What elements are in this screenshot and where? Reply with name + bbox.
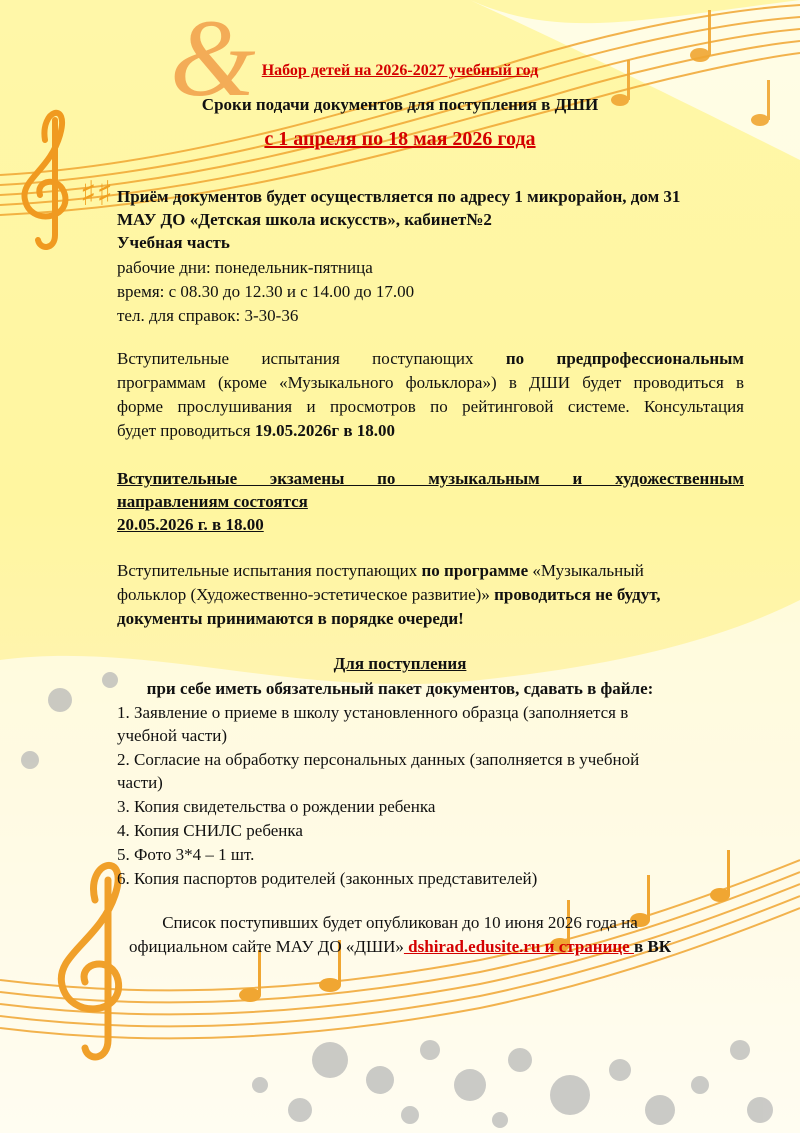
doc-item-2-line-2: части)	[117, 773, 163, 792]
exams-line-1: Вступительные экзамены по музыкальным и художественным	[117, 469, 744, 488]
footer-line-1: Список поступивших будет опубликован до 10 июня 2026 года на	[162, 913, 638, 932]
preprof-line-1: Вступительные испытания поступающих по предпрофессиональным	[117, 349, 744, 368]
ampersand-icon: &	[170, 0, 256, 119]
doc-item-1-line-2: учебной части)	[117, 726, 228, 745]
submission-dates: с 1 апреля по 18 мая 2026 года	[264, 128, 536, 150]
doc-item-1-line-1: 1. Заявление о приеме в школу установленного образца (заполняется в	[117, 703, 629, 722]
doc-item-3: 3. Копия свидетельства о рождении ребенка	[117, 797, 436, 816]
preprof-line-4: будет проводиться 19.05.2026г в 18.00	[117, 421, 396, 440]
address-line-2: МАУ ДО «Детская школа искусств», кабинет№2	[117, 210, 492, 229]
doc-item-5: 5. Фото 3*4 – 1 шт.	[117, 845, 255, 864]
doc-item-4: 4. Копия СНИЛС ребенка	[117, 821, 303, 840]
page-title: Набор детей на 2026-2027 учебный год	[261, 62, 539, 79]
documents-heading: Для поступления	[333, 654, 467, 673]
sharp-icon: ♯♯	[80, 174, 113, 214]
footer-line-2: официальном сайте МАУ ДО «ДШИ» dshirad.edusite.ru и странице в ВК	[128, 937, 672, 956]
website-link[interactable]: dshirad.edusite.ru и странице	[403, 937, 634, 956]
address-line-1: Приём документов будет осуществляется по адресу 1 микрорайон, дом 31	[117, 187, 681, 206]
doc-item-2-line-1: 2. Согласие на обработку персональных данных (заполняется в учебной	[117, 750, 640, 769]
exams-line-2: направлениям состоятся	[117, 492, 308, 511]
page-subtitle: Сроки подачи документов для поступления в ДШИ	[201, 95, 599, 114]
workdays: рабочие дни: понедельник-пятница	[117, 258, 373, 277]
doc-item-6: 6. Копия паспортов родителей (законных представителей)	[117, 869, 538, 888]
preprof-line-2: программам (кроме «Музыкального фольклора») в ДШИ будет проводиться в	[117, 373, 744, 392]
documents-subheading: при себе иметь обязательный пакет документов, сдавать в файле:	[146, 679, 654, 698]
folklore-line-3: документы принимаются в порядке очереди!	[117, 609, 464, 628]
folklore-line-1: Вступительные испытания поступающих по программе «Музыкальный	[117, 561, 644, 580]
working-hours: время: с 08.30 до 12.30 и с 14.00 до 17.00	[117, 282, 415, 301]
folklore-line-2: фольклор (Художественно-эстетическое развитие)» проводиться не будут,	[117, 585, 661, 604]
exams-date: 20.05.2026 г. в 18.00	[117, 515, 264, 534]
preprof-line-3: форме прослушивания и просмотров по рейтинговой системе. Консультация	[117, 397, 744, 416]
department-label: Учебная часть	[117, 233, 230, 252]
phone-info: тел. для справок: 3-30-36	[117, 306, 299, 325]
